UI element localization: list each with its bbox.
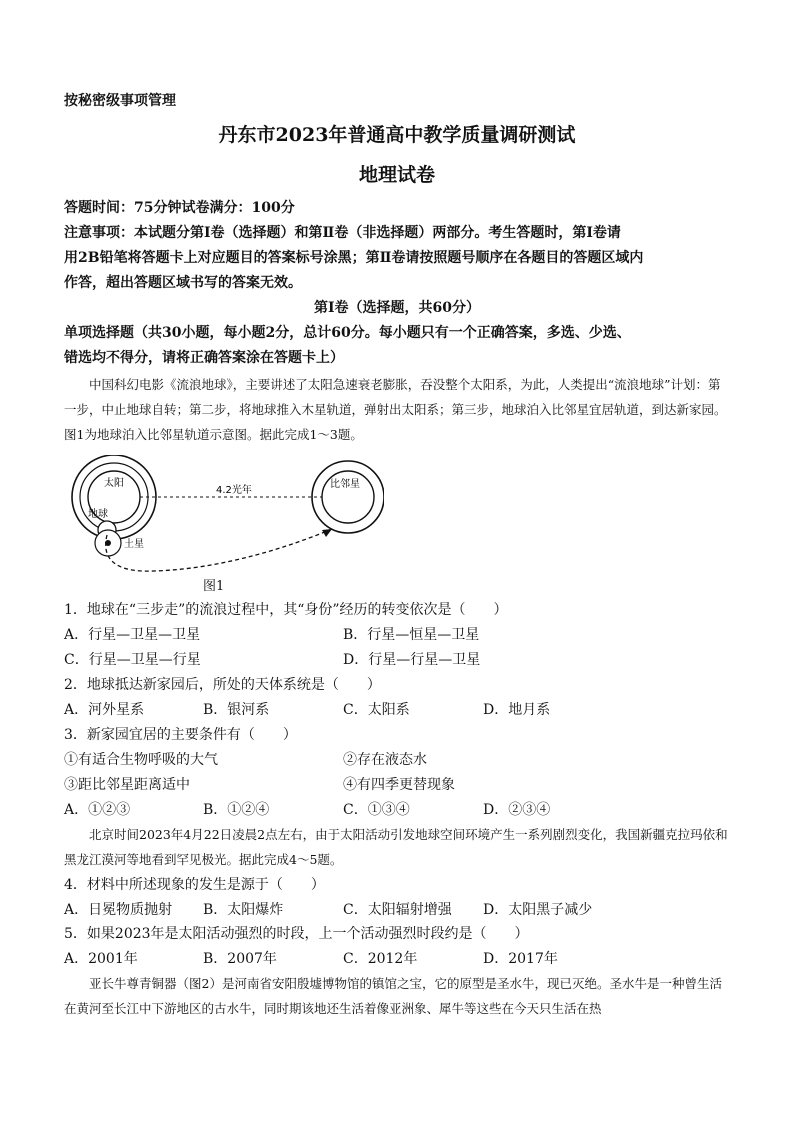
q5-option-c[interactable]: C．2012年 — [343, 951, 418, 967]
q4-option-b[interactable]: B．太阳爆炸 — [203, 902, 284, 918]
q5-option-b[interactable]: B．2007年 — [203, 951, 277, 967]
passage-1: 中国科幻电影《流浪地球》，主要讲述了太阳急速衰老膨胀，吞没整个太阳系，为此，人类提出“流浪地球”计划：第一步，中止地球自转；第二步，将地球推入木星轨道，弹射出太阳系；第三步，地球泊入比邻星宜居轨道，到达新家园。图1为地球泊入比邻星轨道示意图。据此完成1～3题。 — [64, 377, 727, 442]
notice-line-2: 用2B铅笔将答题卡上对应题目的答案标号涂黑；第Ⅱ卷请按照题号顺序在各题目的答题区域内 — [64, 250, 644, 266]
q4-option-a[interactable]: A．日冕物质抛射 — [64, 902, 173, 918]
q3-condition-1: ①有适合生物呼吸的大气 — [64, 752, 218, 768]
proxima-label: 比邻星 — [330, 479, 360, 490]
q3-stem: 3．新家园宜居的主要条件有（ ） — [64, 727, 297, 743]
section-instr-1: 单项选择题（共30小题，每小题2分，总计60分。每小题只有一个正确答案，多选、少选、 — [64, 325, 631, 341]
q3-condition-4: ④有四季更替现象 — [343, 777, 455, 793]
figure-1-diagram — [64, 455, 384, 590]
passage-2: 北京时间2023年4月22日凌晨2点左右，由于太阳活动引发地球空间环境产生一系列剧烈变化，我国新疆克拉玛依和黑龙江漠河等地看到罕见极光。据此完成4～5题。 — [64, 827, 728, 867]
sun-label: 太阳 — [104, 478, 124, 489]
notice-line-1: 注意事项：本试题分第Ⅰ卷（选择题）和第Ⅱ卷（非选择题）两部分。考生答题时，第Ⅰ卷请 — [64, 225, 621, 241]
q2-option-c[interactable]: C．太阳系 — [343, 702, 410, 718]
q3-condition-3: ③距比邻星距离适中 — [64, 777, 190, 793]
section-title: 第Ⅰ卷（选择题，共60分） — [313, 300, 481, 316]
q1-option-a[interactable]: A．行星—卫星—卫星 — [64, 627, 201, 643]
q4-option-c[interactable]: C．太阳辐射增强 — [343, 902, 452, 918]
q2-option-a[interactable]: A．河外星系 — [64, 702, 145, 718]
q5-option-d[interactable]: D．2017年 — [483, 951, 558, 967]
q4-stem: 4．材料中所述现象的发生是源于（ ） — [64, 877, 325, 893]
saturn-label: 土星 — [124, 539, 144, 550]
q3-option-d[interactable]: D．②③④ — [483, 802, 551, 818]
q2-option-d[interactable]: D．地月系 — [483, 702, 551, 718]
q2-option-b[interactable]: B．银河系 — [203, 702, 270, 718]
section-instr-2: 错选均不得分，请将正确答案涂在答题卡上） — [64, 350, 344, 366]
q3-option-c[interactable]: C．①③④ — [343, 802, 410, 818]
paper-subject: 地理试卷 — [358, 164, 435, 186]
q3-condition-2: ②存在液态水 — [343, 752, 427, 768]
q1-stem: 1．地球在“三步走”的流浪过程中，其“身份”经历的转变依次是（ ） — [64, 602, 508, 618]
q1-option-c[interactable]: C．行星—卫星—行星 — [64, 652, 201, 668]
notice-line-3: 作答，超出答题区域书写的答案无效。 — [64, 275, 302, 291]
q2-stem: 2．地球抵达新家园后，所处的天体系统是（ ） — [64, 677, 381, 693]
q4-option-d[interactable]: D．太阳黑子减少 — [483, 902, 593, 918]
migration-path — [106, 529, 332, 571]
passage-3: 亚长牛尊青铜器（图2）是河南省安阳殷墟博物馆的镇馆之宝，它的原型是圣水牛，现已灭绝。圣水牛是一种曾生活在黄河至长江中下游地区的古水牛，同时期该地还生活着像亚洲象、犀牛等这些在今天只生活在热 — [64, 976, 722, 1016]
exam-title: 丹东市2023年普通高中教学质量调研测试 — [218, 124, 576, 146]
earth-label: 地球 — [88, 509, 108, 520]
q3-option-a[interactable]: A．①②③ — [64, 802, 131, 818]
q1-option-b[interactable]: B．行星—恒星—卫星 — [343, 627, 480, 643]
distance-label: 4.2光年 — [216, 485, 252, 496]
q5-option-a[interactable]: A．2001年 — [64, 951, 138, 967]
secret-label: 按秘密级事项管理 — [64, 93, 176, 109]
q5-stem: 5．如果2023年是太阳活动强烈的时段，上一个活动强烈时段约是（ ） — [64, 926, 529, 942]
q1-option-d[interactable]: D．行星—行星—卫星 — [343, 652, 481, 668]
time-score: 答题时间：75分钟试卷满分：100分 — [64, 200, 295, 216]
figure-1-caption: 图1 — [203, 579, 225, 594]
q3-option-b[interactable]: B．①②④ — [203, 802, 270, 818]
